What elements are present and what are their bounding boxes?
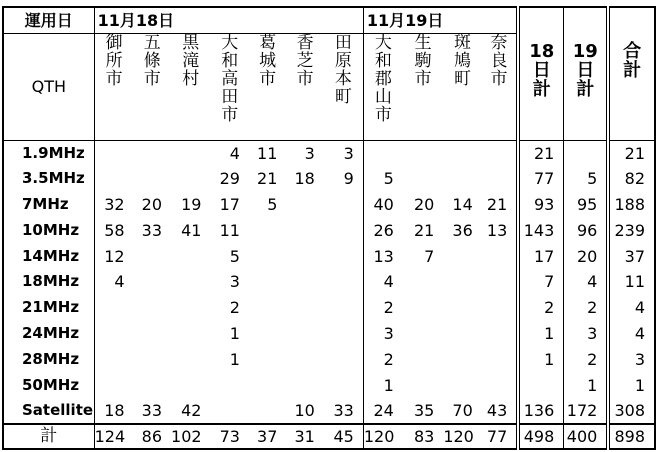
day1-count bbox=[134, 372, 171, 398]
day2-count bbox=[403, 346, 443, 372]
day2-location-header-char: 市 bbox=[490, 68, 508, 89]
day1-count: 3 bbox=[229, 272, 240, 292]
day1-count: 11 bbox=[219, 220, 240, 240]
grand-total: 4 bbox=[608, 321, 655, 347]
grand-total: 3 bbox=[608, 346, 655, 372]
day2-count: 35 bbox=[413, 400, 435, 420]
day1-location-header bbox=[134, 33, 171, 140]
day1-count: 5 bbox=[267, 194, 278, 214]
day2-sum: 77 bbox=[482, 424, 518, 449]
op-day-label: 運用日 bbox=[3, 7, 94, 33]
day1-location-header-char: 滝 bbox=[182, 50, 200, 71]
day2-location-header-char: 奈 bbox=[490, 32, 508, 53]
sum-header-char: 計 bbox=[532, 79, 551, 100]
day2-location-header-char: 町 bbox=[454, 68, 472, 89]
day2-count bbox=[482, 372, 518, 398]
band-row bbox=[3, 217, 655, 243]
day1-count bbox=[210, 372, 248, 398]
day1-grand-sum: 498 bbox=[518, 424, 564, 449]
day1-count: 4 bbox=[94, 269, 133, 295]
sum-header-char: 18 bbox=[529, 41, 555, 62]
day1-count bbox=[249, 398, 286, 424]
day2-count bbox=[482, 243, 518, 269]
day1-sum: 102 bbox=[171, 424, 210, 449]
sum-header-char: 計 bbox=[623, 60, 642, 81]
total-label: 計 bbox=[3, 424, 94, 449]
day1-count bbox=[210, 398, 248, 424]
day2-location-header-char: 市 bbox=[374, 104, 392, 125]
day2-count: 70 bbox=[452, 400, 473, 420]
day1-count bbox=[249, 269, 286, 295]
qth-label: QTH bbox=[3, 33, 94, 140]
band-row bbox=[3, 398, 655, 424]
day1-count bbox=[94, 346, 133, 372]
day1-count bbox=[324, 321, 364, 347]
day2-location-header-char: 斑 bbox=[454, 32, 472, 53]
day2-sum: 120 bbox=[363, 424, 402, 449]
day1-count: 11 bbox=[257, 143, 278, 163]
day2-count bbox=[443, 346, 481, 372]
day1-count bbox=[171, 346, 210, 372]
day2-count bbox=[482, 166, 518, 192]
day1-count bbox=[249, 372, 286, 398]
day1-total: 136 bbox=[518, 398, 564, 424]
day2-count: 1 bbox=[363, 372, 402, 398]
grand-total: 1 bbox=[608, 372, 655, 398]
day2-location-header-char: 和 bbox=[374, 50, 392, 71]
sum-header-char: 日 bbox=[576, 60, 595, 81]
day1-count bbox=[134, 269, 171, 295]
day2-count bbox=[443, 140, 481, 166]
band-label: 21MHz bbox=[22, 298, 80, 317]
day2-count bbox=[443, 269, 481, 295]
day1-count bbox=[286, 192, 323, 218]
day1-count bbox=[134, 321, 171, 347]
day2-count: 14 bbox=[452, 194, 473, 214]
day1-count: 18 bbox=[94, 398, 133, 424]
day2-total: 96 bbox=[564, 217, 609, 243]
day1-total: 143 bbox=[518, 217, 564, 243]
day1-count: 33 bbox=[141, 400, 163, 420]
day2-location-header-char: 郡 bbox=[374, 68, 392, 89]
band-label: Satellite bbox=[22, 400, 94, 419]
day2-count bbox=[403, 140, 443, 166]
day1-total: 93 bbox=[518, 192, 564, 218]
day2-total: 172 bbox=[564, 398, 609, 424]
sum-header-char: 計 bbox=[576, 79, 595, 100]
day1-count bbox=[324, 269, 364, 295]
band-row bbox=[3, 295, 655, 321]
day1-location-header-char: 本 bbox=[334, 68, 352, 89]
day2-count: 21 bbox=[486, 194, 508, 214]
sum-header-char: 19 bbox=[572, 41, 598, 62]
day1-count bbox=[134, 346, 171, 372]
day1-count: 4 bbox=[229, 143, 240, 163]
day1-location-header-char: 田 bbox=[334, 32, 352, 53]
day2-location-header-char: 山 bbox=[374, 86, 392, 107]
day1-location-header-char: 和 bbox=[221, 50, 239, 71]
day2-count: 7 bbox=[424, 246, 435, 266]
grand-total-header bbox=[608, 7, 655, 140]
band-label: 50MHz bbox=[22, 375, 80, 394]
grand-total: 11 bbox=[608, 269, 655, 295]
day1-count: 41 bbox=[181, 220, 202, 240]
day1-location-header-char: 五 bbox=[143, 32, 161, 53]
day2-count bbox=[482, 321, 518, 347]
day2-total: 5 bbox=[564, 166, 609, 192]
day1-count bbox=[171, 372, 210, 398]
day1-count: 10 bbox=[294, 400, 315, 420]
day1-count: 20 bbox=[141, 194, 163, 214]
day2-location-header-char: 駒 bbox=[414, 50, 432, 71]
band-label: 1.9MHz bbox=[22, 143, 85, 162]
day1-sum: 45 bbox=[324, 424, 364, 449]
day2-location-header bbox=[443, 33, 481, 140]
day1-count bbox=[286, 346, 323, 372]
day2-count bbox=[443, 166, 481, 192]
day2-date: 11月19日 bbox=[363, 7, 518, 33]
day2-count bbox=[443, 295, 481, 321]
band-label: 28MHz bbox=[22, 349, 80, 368]
day1-location-header bbox=[286, 33, 323, 140]
day1-sum: 37 bbox=[249, 424, 286, 449]
day1-location-header-char: 黒 bbox=[182, 32, 200, 53]
day1-sum: 31 bbox=[286, 424, 323, 449]
day1-count bbox=[134, 140, 171, 166]
day1-location-header-char: 所 bbox=[105, 50, 123, 71]
day1-count: 33 bbox=[333, 400, 354, 420]
day2-location-header bbox=[482, 33, 518, 140]
band-row bbox=[3, 372, 655, 398]
day1-count bbox=[134, 243, 171, 269]
band-row bbox=[3, 321, 655, 347]
day1-location-header bbox=[94, 33, 133, 140]
day1-count: 21 bbox=[257, 169, 278, 189]
day1-location-header bbox=[210, 33, 248, 140]
overall-sum: 898 bbox=[608, 424, 655, 449]
grand-total: 239 bbox=[608, 217, 655, 243]
day2-sum: 83 bbox=[403, 424, 443, 449]
day2-location-header-char: 大 bbox=[374, 32, 392, 53]
day1-total: 77 bbox=[518, 166, 564, 192]
grand-total: 21 bbox=[608, 140, 655, 166]
day2-total: 20 bbox=[564, 243, 609, 269]
day2-location-header-char: 良 bbox=[490, 50, 508, 71]
day1-location-header-char: 條 bbox=[143, 50, 161, 71]
day1-location-header-char: 高 bbox=[221, 68, 239, 89]
day2-count: 3 bbox=[363, 321, 402, 347]
day1-count: 3 bbox=[304, 143, 315, 163]
day1-count: 19 bbox=[181, 194, 202, 214]
day2-location-header-char: 鳩 bbox=[454, 50, 472, 71]
day2-count: 20 bbox=[413, 194, 435, 214]
day2-count bbox=[482, 346, 518, 372]
day1-total: 1 bbox=[518, 346, 564, 372]
day1-count bbox=[324, 295, 364, 321]
day1-count: 12 bbox=[94, 243, 133, 269]
day1-count bbox=[249, 295, 286, 321]
day1-total bbox=[518, 372, 564, 398]
day1-location-header-char: 市 bbox=[105, 68, 123, 89]
day2-count bbox=[443, 243, 481, 269]
day1-location-header-char: 原 bbox=[334, 50, 352, 71]
day1-count: 58 bbox=[94, 217, 133, 243]
sum-header-char: 日 bbox=[532, 60, 551, 81]
day2-total: 1 bbox=[564, 372, 609, 398]
day1-location-header-char: 市 bbox=[221, 104, 239, 125]
day2-total: 3 bbox=[564, 321, 609, 347]
day1-location-header bbox=[171, 33, 210, 140]
day2-count: 40 bbox=[363, 192, 402, 218]
band-row bbox=[3, 269, 655, 295]
qso-count-table bbox=[2, 6, 656, 450]
day1-count bbox=[324, 372, 364, 398]
day1-count: 1 bbox=[229, 323, 240, 343]
day1-total: 1 bbox=[518, 321, 564, 347]
day2-count: 24 bbox=[363, 398, 402, 424]
day2-count bbox=[403, 321, 443, 347]
day2-count bbox=[482, 295, 518, 321]
day1-location-header-char: 村 bbox=[182, 68, 200, 89]
day1-count bbox=[249, 243, 286, 269]
day2-location-header-char: 生 bbox=[414, 32, 432, 53]
band-row bbox=[3, 243, 655, 269]
band-label: 3.5MHz bbox=[22, 169, 85, 188]
day2-count bbox=[403, 269, 443, 295]
day1-count bbox=[171, 166, 210, 192]
day2-count: 21 bbox=[413, 220, 435, 240]
day1-location-header-char: 田 bbox=[221, 86, 239, 107]
grand-total: 37 bbox=[608, 243, 655, 269]
day1-location-header-char: 芝 bbox=[296, 50, 314, 71]
day2-count: 2 bbox=[363, 295, 402, 321]
day1-count bbox=[94, 295, 133, 321]
day1-total: 7 bbox=[518, 269, 564, 295]
day2-grand-sum: 400 bbox=[564, 424, 609, 449]
day1-count bbox=[171, 243, 210, 269]
day2-count: 43 bbox=[486, 400, 508, 420]
band-row bbox=[3, 192, 655, 218]
day2-count: 13 bbox=[363, 243, 402, 269]
grand-total: 188 bbox=[608, 192, 655, 218]
day2-location-header-char: 市 bbox=[414, 68, 432, 89]
band-label: 14MHz bbox=[22, 246, 80, 265]
day2-sum: 120 bbox=[443, 424, 481, 449]
grand-total: 82 bbox=[608, 166, 655, 192]
day2-total: 4 bbox=[564, 269, 609, 295]
day1-count: 33 bbox=[141, 220, 163, 240]
band-label: 24MHz bbox=[22, 323, 80, 342]
day1-count bbox=[324, 346, 364, 372]
day1-sum: 86 bbox=[134, 424, 171, 449]
day1-count bbox=[324, 192, 364, 218]
day1-location-header-char: 町 bbox=[334, 86, 352, 107]
day1-count bbox=[94, 372, 133, 398]
day2-total: 2 bbox=[564, 346, 609, 372]
day1-count bbox=[94, 140, 133, 166]
day1-count bbox=[286, 295, 323, 321]
day1-count bbox=[249, 321, 286, 347]
day1-count: 2 bbox=[229, 298, 240, 318]
day1-location-header-char: 市 bbox=[259, 68, 277, 89]
total-row bbox=[3, 424, 655, 449]
day1-count bbox=[134, 166, 171, 192]
day1-count: 1 bbox=[229, 349, 240, 369]
day2-count bbox=[403, 295, 443, 321]
day1-sum: 73 bbox=[210, 424, 248, 449]
day2-total bbox=[564, 140, 609, 166]
day2-count bbox=[363, 140, 402, 166]
day1-count bbox=[171, 295, 210, 321]
day1-count bbox=[249, 217, 286, 243]
day2-total: 2 bbox=[564, 295, 609, 321]
day2-total: 95 bbox=[564, 192, 609, 218]
day2-count: 13 bbox=[486, 220, 508, 240]
day1-location-header-char: 香 bbox=[296, 32, 314, 53]
day2-count bbox=[443, 321, 481, 347]
day1-location-header-char: 御 bbox=[105, 32, 123, 53]
day1-date: 11月18日 bbox=[94, 7, 363, 33]
day1-location-header bbox=[324, 33, 364, 140]
day1-location-header-char: 城 bbox=[259, 50, 277, 71]
day1-sum: 124 bbox=[94, 424, 133, 449]
day1-count: 5 bbox=[229, 246, 240, 266]
day1-total: 21 bbox=[518, 140, 564, 166]
day2-count bbox=[443, 372, 481, 398]
day2-count bbox=[482, 269, 518, 295]
day1-total-header bbox=[518, 7, 564, 140]
day2-count: 4 bbox=[363, 269, 402, 295]
day2-count: 36 bbox=[452, 220, 473, 240]
day1-count bbox=[286, 372, 323, 398]
band-label: 10MHz bbox=[22, 220, 80, 239]
day1-location-header bbox=[249, 33, 286, 140]
day1-count bbox=[134, 295, 171, 321]
day1-count: 17 bbox=[219, 194, 240, 214]
day1-count: 9 bbox=[343, 169, 354, 189]
day1-count bbox=[286, 217, 323, 243]
day1-count bbox=[324, 243, 364, 269]
day2-count bbox=[482, 140, 518, 166]
band-row bbox=[3, 166, 655, 192]
day2-total-header bbox=[564, 7, 609, 140]
day1-count: 32 bbox=[94, 192, 133, 218]
day2-count: 2 bbox=[363, 346, 402, 372]
band-label: 18MHz bbox=[22, 272, 80, 291]
day1-count bbox=[94, 166, 133, 192]
day1-count bbox=[94, 321, 133, 347]
day1-count bbox=[171, 269, 210, 295]
grand-total: 4 bbox=[608, 295, 655, 321]
day1-count bbox=[286, 321, 323, 347]
day1-count: 18 bbox=[294, 169, 315, 189]
day1-location-header-char: 大 bbox=[221, 32, 239, 53]
day1-count: 42 bbox=[181, 400, 202, 420]
day2-count bbox=[403, 166, 443, 192]
band-label: 7MHz bbox=[22, 194, 69, 213]
day1-count bbox=[286, 269, 323, 295]
day1-count bbox=[171, 321, 210, 347]
day2-count: 26 bbox=[363, 217, 402, 243]
grand-total: 308 bbox=[608, 398, 655, 424]
day1-count bbox=[171, 140, 210, 166]
day1-count bbox=[286, 243, 323, 269]
day1-location-header-char: 葛 bbox=[259, 32, 277, 53]
day1-count: 3 bbox=[343, 143, 354, 163]
sum-header-char: 合 bbox=[623, 41, 642, 62]
day2-count bbox=[403, 372, 443, 398]
day1-location-header-char: 市 bbox=[296, 68, 314, 89]
day1-count bbox=[324, 217, 364, 243]
day1-count: 29 bbox=[219, 169, 240, 189]
day2-count: 5 bbox=[363, 166, 402, 192]
band-row bbox=[3, 346, 655, 372]
day1-count bbox=[249, 346, 286, 372]
day1-total: 17 bbox=[518, 243, 564, 269]
day1-location-header-char: 市 bbox=[143, 68, 161, 89]
band-row bbox=[3, 140, 655, 166]
day2-location-header bbox=[403, 33, 443, 140]
day1-total: 2 bbox=[518, 295, 564, 321]
day2-location-header bbox=[363, 33, 402, 140]
